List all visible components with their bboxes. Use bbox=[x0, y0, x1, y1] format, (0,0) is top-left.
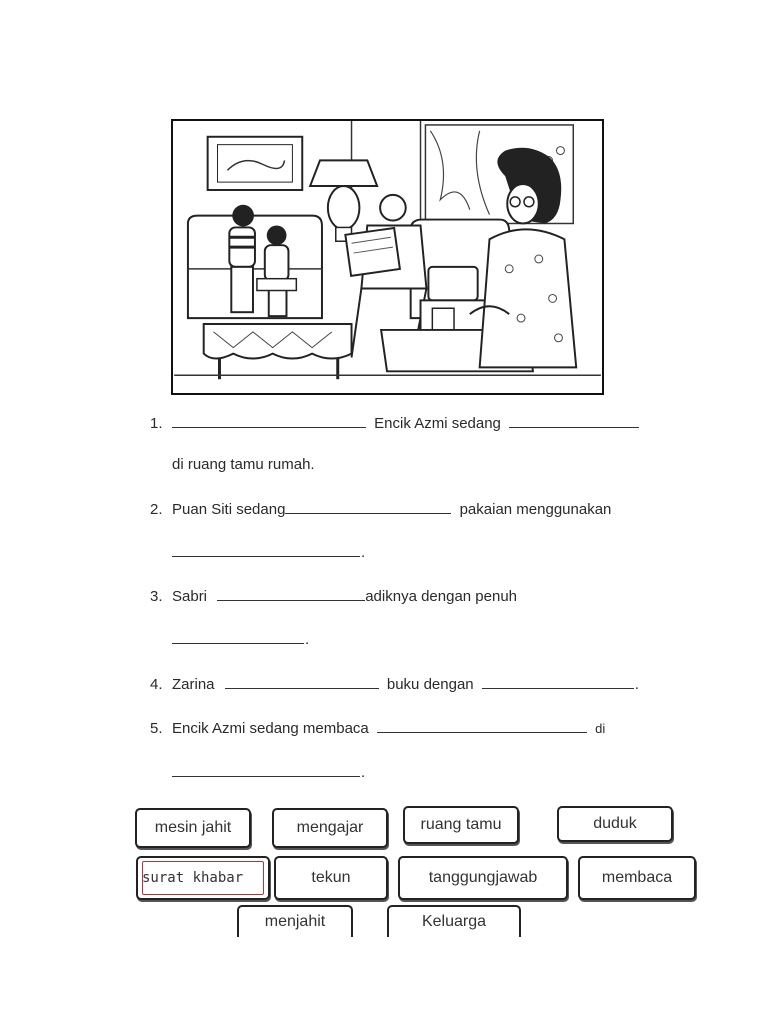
word-card-ruang-tamu[interactable]: ruang tamu bbox=[403, 806, 519, 844]
answer-blank[interactable] bbox=[482, 674, 634, 689]
answer-blank[interactable] bbox=[217, 586, 365, 601]
question-number: 4. bbox=[150, 676, 163, 693]
question-3 bbox=[150, 586, 517, 605]
question-text: Sabri bbox=[172, 588, 208, 605]
question-1 bbox=[150, 413, 639, 432]
answer-blank[interactable] bbox=[172, 762, 360, 777]
question-text: Encik Azmi sedang membaca bbox=[172, 720, 369, 737]
question-text: adiknya dengan penuh bbox=[365, 588, 518, 605]
question-2-line2: . bbox=[172, 542, 365, 561]
word-card-keluarga[interactable]: Keluarga bbox=[387, 905, 521, 937]
word-card-mesin-jahit[interactable]: mesin jahit bbox=[135, 808, 251, 848]
word-card-label: surat khabar bbox=[142, 870, 244, 886]
question-text: pakaian menggunakan bbox=[459, 501, 612, 518]
question-text: Encik Azmi sedang bbox=[374, 415, 501, 432]
question-text: buku dengan bbox=[386, 676, 474, 693]
family-illustration bbox=[171, 119, 604, 395]
question-number: 1. bbox=[150, 415, 163, 432]
question-2 bbox=[150, 499, 611, 518]
question-text: Puan Siti sedang bbox=[172, 501, 286, 518]
question-number: 5. bbox=[150, 720, 163, 737]
family-living-room-illustration bbox=[173, 121, 602, 393]
word-card-duduk[interactable]: duduk bbox=[557, 806, 673, 842]
answer-blank[interactable] bbox=[285, 499, 451, 514]
question-number: 2. bbox=[150, 501, 163, 518]
question-text: Zarina bbox=[172, 676, 215, 693]
answer-blank[interactable] bbox=[509, 413, 639, 428]
answer-blank[interactable] bbox=[172, 542, 360, 557]
word-card-membaca[interactable]: membaca bbox=[578, 856, 696, 900]
question-3-line2: . bbox=[172, 629, 309, 648]
word-card-surat-khabar[interactable] bbox=[136, 856, 270, 900]
word-card-tekun[interactable]: tekun bbox=[274, 856, 388, 900]
question-1-line2: di ruang tamu rumah. bbox=[172, 456, 315, 473]
question-number: 3. bbox=[150, 588, 163, 605]
answer-blank[interactable] bbox=[172, 629, 304, 644]
answer-blank[interactable] bbox=[225, 674, 379, 689]
word-card-tanggungjawab[interactable]: tanggungjawab bbox=[398, 856, 568, 900]
question-5 bbox=[150, 718, 605, 737]
word-card-mengajar[interactable]: mengajar bbox=[272, 808, 388, 848]
answer-blank[interactable] bbox=[377, 718, 587, 733]
question-text: di bbox=[595, 721, 606, 736]
answer-blank[interactable] bbox=[172, 413, 366, 428]
question-4: 4. Zarina buku dengan . bbox=[150, 676, 639, 693]
question-5-line2: . bbox=[172, 762, 365, 781]
word-card-menjahit[interactable]: menjahit bbox=[237, 905, 353, 937]
